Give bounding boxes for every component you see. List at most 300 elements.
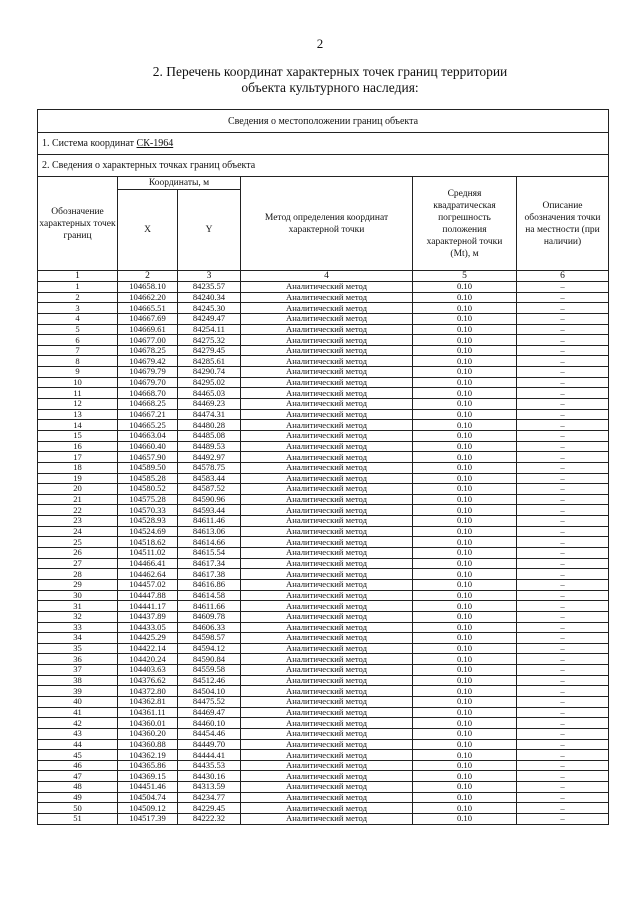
description-cell: – (517, 643, 609, 654)
x-coordinate-cell: 104580.52 (118, 484, 178, 495)
point-number-cell: 26 (38, 548, 118, 559)
method-cell: Аналитический метод (241, 537, 413, 548)
x-coordinate-cell: 104425.29 (118, 633, 178, 644)
error-cell: 0.10 (413, 750, 517, 761)
description-cell: – (517, 558, 609, 569)
point-number-cell: 14 (38, 420, 118, 431)
point-number-cell: 39 (38, 686, 118, 697)
x-coordinate-cell: 104360.01 (118, 718, 178, 729)
point-number-cell: 50 (38, 803, 118, 814)
point-number-cell: 32 (38, 611, 118, 622)
x-coordinate-cell: 104575.28 (118, 494, 178, 505)
method-cell: Аналитический метод (241, 814, 413, 825)
error-cell: 0.10 (413, 622, 517, 633)
description-cell: – (517, 494, 609, 505)
table-row (38, 601, 609, 612)
point-number-cell: 18 (38, 462, 118, 473)
error-cell: 0.10 (413, 526, 517, 537)
point-number-cell: 44 (38, 739, 118, 750)
table-row (38, 675, 609, 686)
x-coordinate-cell: 104372.80 (118, 686, 178, 697)
x-coordinate-cell: 104360.88 (118, 739, 178, 750)
method-cell: Аналитический метод (241, 441, 413, 452)
description-cell: – (517, 388, 609, 399)
point-number-cell: 21 (38, 494, 118, 505)
method-cell: Аналитический метод (241, 345, 413, 356)
y-coordinate-cell: 84614.58 (178, 590, 241, 601)
error-cell: 0.10 (413, 803, 517, 814)
x-coordinate-cell: 104362.19 (118, 750, 178, 761)
method-cell: Аналитический метод (241, 292, 413, 303)
y-coordinate-cell: 84617.34 (178, 558, 241, 569)
table-row (38, 696, 609, 707)
table-row (38, 643, 609, 654)
y-coordinate-cell: 84614.66 (178, 537, 241, 548)
point-number-cell: 35 (38, 643, 118, 654)
header-x: X (118, 190, 178, 271)
point-number-cell: 8 (38, 356, 118, 367)
coord-system-row (38, 133, 609, 155)
method-cell: Аналитический метод (241, 494, 413, 505)
error-cell: 0.10 (413, 441, 517, 452)
column-number: 4 (241, 271, 413, 282)
method-cell: Аналитический метод (241, 782, 413, 793)
description-cell: – (517, 803, 609, 814)
error-cell: 0.10 (413, 494, 517, 505)
method-cell: Аналитический метод (241, 579, 413, 590)
method-cell: Аналитический метод (241, 388, 413, 399)
error-cell: 0.10 (413, 771, 517, 782)
table-row (38, 409, 609, 420)
table-row (38, 654, 609, 665)
error-cell: 0.10 (413, 696, 517, 707)
point-number-cell: 7 (38, 345, 118, 356)
x-coordinate-cell: 104667.21 (118, 409, 178, 420)
header-y: Y (178, 190, 241, 271)
error-cell: 0.10 (413, 718, 517, 729)
method-cell: Аналитический метод (241, 452, 413, 463)
y-coordinate-cell: 84485.08 (178, 430, 241, 441)
x-coordinate-cell: 104362.81 (118, 696, 178, 707)
description-cell: – (517, 633, 609, 644)
y-coordinate-cell: 84240.34 (178, 292, 241, 303)
description-cell: – (517, 590, 609, 601)
point-number-cell: 41 (38, 707, 118, 718)
error-cell: 0.10 (413, 282, 517, 293)
error-cell: 0.10 (413, 601, 517, 612)
x-coordinate-cell: 104369.15 (118, 771, 178, 782)
x-coordinate-cell: 104667.69 (118, 313, 178, 324)
table-row (38, 441, 609, 452)
method-cell: Аналитический метод (241, 590, 413, 601)
method-cell: Аналитический метод (241, 707, 413, 718)
error-cell: 0.10 (413, 292, 517, 303)
point-number-cell: 31 (38, 601, 118, 612)
point-number-cell: 45 (38, 750, 118, 761)
error-cell: 0.10 (413, 324, 517, 335)
y-coordinate-cell: 84454.46 (178, 728, 241, 739)
y-coordinate-cell: 84611.46 (178, 516, 241, 527)
document-title (60, 64, 600, 96)
description-cell: – (517, 611, 609, 622)
section-header-row (38, 110, 609, 133)
error-cell: 0.10 (413, 303, 517, 314)
table-row (38, 377, 609, 388)
table-row (38, 537, 609, 548)
table-row (38, 771, 609, 782)
column-number: 5 (413, 271, 517, 282)
description-cell: – (517, 579, 609, 590)
point-number-cell: 2 (38, 292, 118, 303)
table-row (38, 633, 609, 644)
table-row (38, 707, 609, 718)
column-number: 3 (178, 271, 241, 282)
table-row (38, 590, 609, 601)
table-body (38, 282, 609, 825)
y-coordinate-cell: 84611.66 (178, 601, 241, 612)
description-cell: – (517, 452, 609, 463)
column-number: 6 (517, 271, 609, 282)
method-cell: Аналитический метод (241, 633, 413, 644)
table-row (38, 345, 609, 356)
x-coordinate-cell: 104504.74 (118, 792, 178, 803)
table-row (38, 303, 609, 314)
header-row-top (38, 177, 609, 190)
method-cell: Аналитический метод (241, 462, 413, 473)
header-method: Метод определения координат характерной точки (241, 177, 413, 271)
method-cell: Аналитический метод (241, 399, 413, 410)
x-coordinate-cell: 104365.86 (118, 760, 178, 771)
method-cell: Аналитический метод (241, 313, 413, 324)
error-cell: 0.10 (413, 356, 517, 367)
y-coordinate-cell: 84583.44 (178, 473, 241, 484)
points-section-label: 2. Сведения о характерных точках границ объекта (38, 155, 609, 177)
method-cell: Аналитический метод (241, 643, 413, 654)
description-cell: – (517, 601, 609, 612)
y-coordinate-cell: 84559.58 (178, 665, 241, 676)
description-cell: – (517, 665, 609, 676)
y-coordinate-cell: 84285.61 (178, 356, 241, 367)
table-row (38, 462, 609, 473)
error-cell: 0.10 (413, 377, 517, 388)
error-cell: 0.10 (413, 548, 517, 559)
table-row (38, 505, 609, 516)
x-coordinate-cell: 104451.46 (118, 782, 178, 793)
error-cell: 0.10 (413, 558, 517, 569)
description-cell: – (517, 430, 609, 441)
y-coordinate-cell: 84613.06 (178, 526, 241, 537)
description-cell: – (517, 526, 609, 537)
point-number-cell: 5 (38, 324, 118, 335)
column-number: 2 (118, 271, 178, 282)
method-cell: Аналитический метод (241, 516, 413, 527)
x-coordinate-cell: 104511.02 (118, 548, 178, 559)
point-number-cell: 42 (38, 718, 118, 729)
point-number-cell: 15 (38, 430, 118, 441)
table-row (38, 611, 609, 622)
point-number-cell: 24 (38, 526, 118, 537)
error-cell: 0.10 (413, 452, 517, 463)
x-coordinate-cell: 104660.40 (118, 441, 178, 452)
x-coordinate-cell: 104466.41 (118, 558, 178, 569)
y-coordinate-cell: 84578.75 (178, 462, 241, 473)
y-coordinate-cell: 84606.33 (178, 622, 241, 633)
x-coordinate-cell: 104668.70 (118, 388, 178, 399)
method-cell: Аналитический метод (241, 356, 413, 367)
error-cell: 0.10 (413, 633, 517, 644)
x-coordinate-cell: 104422.14 (118, 643, 178, 654)
method-cell: Аналитический метод (241, 792, 413, 803)
description-cell: – (517, 505, 609, 516)
y-coordinate-cell: 84587.52 (178, 484, 241, 495)
point-number-cell: 3 (38, 303, 118, 314)
error-cell: 0.10 (413, 335, 517, 346)
method-cell: Аналитический метод (241, 484, 413, 495)
header-error: Средняя квадратическая погрешность положения характерной точки (Mt), м (413, 177, 517, 271)
header-designation: Обозначение характерных точек границ (38, 177, 118, 271)
point-number-cell: 19 (38, 473, 118, 484)
x-coordinate-cell: 104679.79 (118, 367, 178, 378)
column-number: 1 (38, 271, 118, 282)
table-row (38, 760, 609, 771)
description-cell: – (517, 324, 609, 335)
x-coordinate-cell: 104361.11 (118, 707, 178, 718)
error-cell: 0.10 (413, 473, 517, 484)
description-cell: – (517, 356, 609, 367)
table-row (38, 494, 609, 505)
table-row (38, 792, 609, 803)
point-number-cell: 49 (38, 792, 118, 803)
error-cell: 0.10 (413, 505, 517, 516)
description-cell: – (517, 675, 609, 686)
point-number-cell: 11 (38, 388, 118, 399)
description-cell: – (517, 473, 609, 484)
description-cell: – (517, 760, 609, 771)
coord-system-label: 1. Система координат (42, 138, 137, 149)
y-coordinate-cell: 84249.47 (178, 313, 241, 324)
x-coordinate-cell: 104447.88 (118, 590, 178, 601)
description-cell: – (517, 782, 609, 793)
table-row (38, 569, 609, 580)
method-cell: Аналитический метод (241, 601, 413, 612)
description-cell: – (517, 686, 609, 697)
y-coordinate-cell: 84254.11 (178, 324, 241, 335)
x-coordinate-cell: 104585.28 (118, 473, 178, 484)
x-coordinate-cell: 104457.02 (118, 579, 178, 590)
x-coordinate-cell: 104668.25 (118, 399, 178, 410)
table-row (38, 750, 609, 761)
error-cell: 0.10 (413, 537, 517, 548)
y-coordinate-cell: 84492.97 (178, 452, 241, 463)
point-number-cell: 20 (38, 484, 118, 495)
method-cell: Аналитический метод (241, 622, 413, 633)
x-coordinate-cell: 104517.39 (118, 814, 178, 825)
y-coordinate-cell: 84460.10 (178, 718, 241, 729)
table-row (38, 665, 609, 676)
x-coordinate-cell: 104657.90 (118, 452, 178, 463)
table-row (38, 473, 609, 484)
method-cell: Аналитический метод (241, 558, 413, 569)
method-cell: Аналитический метод (241, 548, 413, 559)
y-coordinate-cell: 84235.57 (178, 282, 241, 293)
method-cell: Аналитический метод (241, 718, 413, 729)
column-numbers-row (38, 271, 609, 282)
header-coordinates: Координаты, м (118, 177, 241, 190)
method-cell: Аналитический метод (241, 282, 413, 293)
x-coordinate-cell: 104570.33 (118, 505, 178, 516)
y-coordinate-cell: 84290.74 (178, 367, 241, 378)
description-cell: – (517, 537, 609, 548)
page-number: 2 (316, 36, 324, 51)
y-coordinate-cell: 84279.45 (178, 345, 241, 356)
table-row (38, 579, 609, 590)
description-cell: – (517, 303, 609, 314)
error-cell: 0.10 (413, 484, 517, 495)
method-cell: Аналитический метод (241, 367, 413, 378)
description-cell: – (517, 814, 609, 825)
description-cell: – (517, 696, 609, 707)
point-number-cell: 9 (38, 367, 118, 378)
point-number-cell: 27 (38, 558, 118, 569)
description-cell: – (517, 345, 609, 356)
error-cell: 0.10 (413, 569, 517, 580)
point-number-cell: 17 (38, 452, 118, 463)
description-cell: – (517, 718, 609, 729)
method-cell: Аналитический метод (241, 409, 413, 420)
error-cell: 0.10 (413, 420, 517, 431)
y-coordinate-cell: 84469.23 (178, 399, 241, 410)
y-coordinate-cell: 84245.30 (178, 303, 241, 314)
table-row (38, 782, 609, 793)
table-row (38, 313, 609, 324)
table-row (38, 420, 609, 431)
point-number-cell: 38 (38, 675, 118, 686)
x-coordinate-cell: 104679.42 (118, 356, 178, 367)
x-coordinate-cell: 104662.20 (118, 292, 178, 303)
x-coordinate-cell: 104433.05 (118, 622, 178, 633)
description-cell: – (517, 335, 609, 346)
error-cell: 0.10 (413, 760, 517, 771)
table-row (38, 548, 609, 559)
table-row (38, 452, 609, 463)
table-row (38, 814, 609, 825)
error-cell: 0.10 (413, 409, 517, 420)
method-cell: Аналитический метод (241, 430, 413, 441)
point-number-cell: 37 (38, 665, 118, 676)
x-coordinate-cell: 104518.62 (118, 537, 178, 548)
x-coordinate-cell: 104658.10 (118, 282, 178, 293)
method-cell: Аналитический метод (241, 696, 413, 707)
error-cell: 0.10 (413, 313, 517, 324)
description-cell: – (517, 750, 609, 761)
point-number-cell: 4 (38, 313, 118, 324)
error-cell: 0.10 (413, 388, 517, 399)
description-cell: – (517, 441, 609, 452)
table-row (38, 388, 609, 399)
y-coordinate-cell: 84474.31 (178, 409, 241, 420)
table-row (38, 324, 609, 335)
error-cell: 0.10 (413, 643, 517, 654)
point-number-cell: 29 (38, 579, 118, 590)
y-coordinate-cell: 84593.44 (178, 505, 241, 516)
x-coordinate-cell: 104441.17 (118, 601, 178, 612)
document-title-line-2: объекта культурного наследия: (241, 80, 419, 95)
method-cell: Аналитический метод (241, 611, 413, 622)
header-description: Описание обозначения точки на местности (при наличии) (517, 177, 609, 271)
error-cell: 0.10 (413, 367, 517, 378)
x-coordinate-cell: 104437.89 (118, 611, 178, 622)
x-coordinate-cell: 104420.24 (118, 654, 178, 665)
table-row (38, 430, 609, 441)
method-cell: Аналитический метод (241, 760, 413, 771)
y-coordinate-cell: 84229.45 (178, 803, 241, 814)
description-cell: – (517, 707, 609, 718)
description-cell: – (517, 484, 609, 495)
error-cell: 0.10 (413, 707, 517, 718)
method-cell: Аналитический метод (241, 675, 413, 686)
point-number-cell: 40 (38, 696, 118, 707)
x-coordinate-cell: 104403.63 (118, 665, 178, 676)
y-coordinate-cell: 84444.41 (178, 750, 241, 761)
method-cell: Аналитический метод (241, 324, 413, 335)
y-coordinate-cell: 84489.53 (178, 441, 241, 452)
y-coordinate-cell: 84222.32 (178, 814, 241, 825)
table-row (38, 739, 609, 750)
error-cell: 0.10 (413, 462, 517, 473)
error-cell: 0.10 (413, 430, 517, 441)
y-coordinate-cell: 84609.78 (178, 611, 241, 622)
description-cell: – (517, 282, 609, 293)
x-coordinate-cell: 104678.25 (118, 345, 178, 356)
point-number-cell: 25 (38, 537, 118, 548)
description-cell: – (517, 728, 609, 739)
section-header: Сведения о местоположении границ объекта (38, 110, 609, 133)
table-row (38, 558, 609, 569)
y-coordinate-cell: 84504.10 (178, 686, 241, 697)
x-coordinate-cell: 104663.04 (118, 430, 178, 441)
x-coordinate-cell: 104462.64 (118, 569, 178, 580)
description-cell: – (517, 292, 609, 303)
y-coordinate-cell: 84480.28 (178, 420, 241, 431)
y-coordinate-cell: 84590.84 (178, 654, 241, 665)
description-cell: – (517, 462, 609, 473)
description-cell: – (517, 654, 609, 665)
point-number-cell: 34 (38, 633, 118, 644)
table-row (38, 399, 609, 410)
x-coordinate-cell: 104679.70 (118, 377, 178, 388)
x-coordinate-cell: 104665.25 (118, 420, 178, 431)
table-row (38, 728, 609, 739)
table-row (38, 622, 609, 633)
point-number-cell: 10 (38, 377, 118, 388)
y-coordinate-cell: 84475.52 (178, 696, 241, 707)
description-cell: – (517, 399, 609, 410)
error-cell: 0.10 (413, 792, 517, 803)
method-cell: Аналитический метод (241, 803, 413, 814)
error-cell: 0.10 (413, 728, 517, 739)
table-row (38, 803, 609, 814)
point-number-cell: 43 (38, 728, 118, 739)
description-cell: – (517, 367, 609, 378)
point-number-cell: 28 (38, 569, 118, 580)
y-coordinate-cell: 84313.59 (178, 782, 241, 793)
description-cell: – (517, 739, 609, 750)
y-coordinate-cell: 84594.12 (178, 643, 241, 654)
error-cell: 0.10 (413, 654, 517, 665)
error-cell: 0.10 (413, 686, 517, 697)
table-row (38, 292, 609, 303)
method-cell: Аналитический метод (241, 750, 413, 761)
